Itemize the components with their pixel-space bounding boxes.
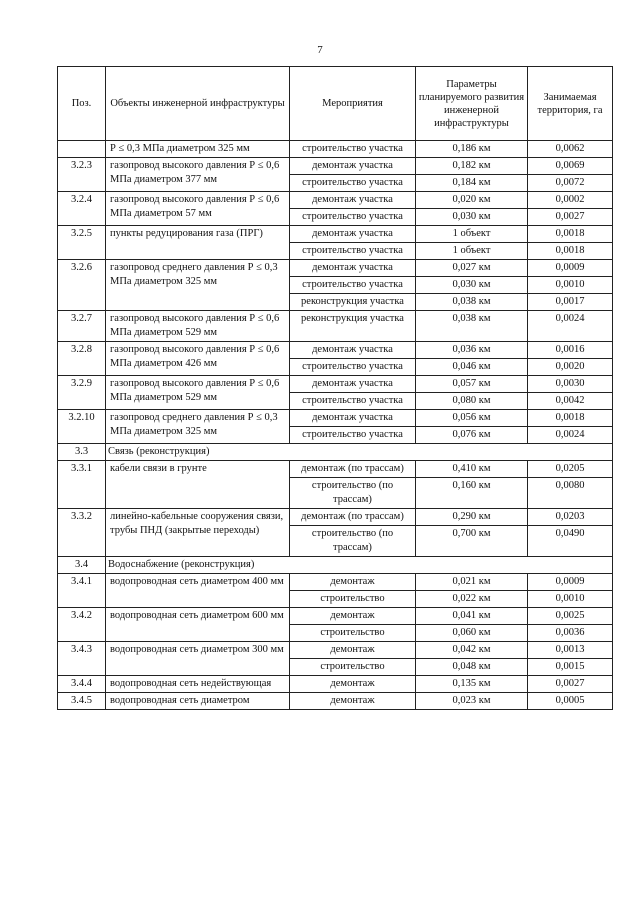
table-row [58, 461, 613, 478]
table-row [58, 311, 613, 342]
measure-cell: демонтаж участка [290, 260, 416, 277]
measure-cell: строительство участка [290, 243, 416, 260]
table-row [58, 608, 613, 625]
measure-cell: строительство участка [290, 393, 416, 410]
area-cell: 0,0072 [528, 175, 613, 192]
param-cell: 0,057 км [416, 376, 528, 393]
object-cell: водопроводная сеть диаметром 400 мм [106, 574, 290, 608]
object-cell: газопровод среднего давления Р ≤ 0,3 МПа диаметром 325 мм [106, 260, 290, 311]
section-title: Связь (реконструкция) [106, 444, 613, 461]
measure-cell: строительство участка [290, 141, 416, 158]
position-cell: 3.4.4 [58, 676, 106, 693]
param-cell: 0,290 км [416, 509, 528, 526]
section-pos: 3.3 [58, 444, 106, 461]
param-cell: 0,038 км [416, 311, 528, 342]
position-cell: 3.3.1 [58, 461, 106, 509]
measure-cell: строительство [290, 659, 416, 676]
object-cell: газопровод среднего давления Р ≤ 0,3 МПа диаметром 325 мм [106, 410, 290, 444]
header-object: Объекты инженерной инфраструктуры [106, 67, 290, 141]
table-row [58, 676, 613, 693]
table-row [58, 226, 613, 243]
table-row [58, 192, 613, 209]
position-cell: 3.2.6 [58, 260, 106, 311]
measure-cell: демонтаж [290, 574, 416, 591]
measure-cell: демонтаж участка [290, 192, 416, 209]
object-cell: газопровод высокого давления Р ≤ 0,6 МПа диаметром 57 мм [106, 192, 290, 226]
page-number: 7 [317, 44, 323, 56]
infrastructure-table [57, 66, 613, 710]
table-body [58, 141, 613, 710]
measure-cell: демонтаж участка [290, 226, 416, 243]
area-cell: 0,0024 [528, 427, 613, 444]
param-cell: 0,027 км [416, 260, 528, 277]
area-cell: 0,0010 [528, 591, 613, 608]
position-cell [58, 141, 106, 158]
area-cell: 0,0017 [528, 294, 613, 311]
area-cell: 0,0024 [528, 311, 613, 342]
param-cell: 0,046 км [416, 359, 528, 376]
section-row [58, 444, 613, 461]
object-cell: газопровод высокого давления Р ≤ 0,6 МПа диаметром 377 мм [106, 158, 290, 192]
object-cell: газопровод высокого давления Р ≤ 0,6 МПа диаметром 529 мм [106, 376, 290, 410]
object-cell: кабели связи в грунте [106, 461, 290, 509]
area-cell: 0,0018 [528, 243, 613, 260]
area-cell: 0,0205 [528, 461, 613, 478]
object-cell: водопроводная сеть диаметром 600 мм [106, 608, 290, 642]
param-cell: 0,160 км [416, 478, 528, 509]
section-pos: 3.4 [58, 557, 106, 574]
object-cell: водопроводная сеть диаметром 300 мм [106, 642, 290, 676]
area-cell: 0,0016 [528, 342, 613, 359]
header-area: Занимаемая территория, га [528, 67, 613, 141]
header-pos: Поз. [58, 67, 106, 141]
area-cell: 0,0042 [528, 393, 613, 410]
table-row [58, 642, 613, 659]
table-row [58, 574, 613, 591]
param-cell: 0,076 км [416, 427, 528, 444]
measure-cell: строительство участка [290, 175, 416, 192]
area-cell: 0,0009 [528, 574, 613, 591]
header-measure: Мероприятия [290, 67, 416, 141]
param-cell: 0,410 км [416, 461, 528, 478]
area-cell: 0,0015 [528, 659, 613, 676]
param-cell: 0,022 км [416, 591, 528, 608]
param-cell: 0,186 км [416, 141, 528, 158]
object-cell: газопровод высокого давления Р ≤ 0,6 МПа диаметром 426 мм [106, 342, 290, 376]
param-cell: 0,030 км [416, 277, 528, 294]
position-cell: 3.4.3 [58, 642, 106, 676]
param-cell: 0,700 км [416, 526, 528, 557]
param-cell: 0,020 км [416, 192, 528, 209]
measure-cell: строительство участка [290, 277, 416, 294]
object-cell: Р ≤ 0,3 МПа диаметром 325 мм [106, 141, 290, 158]
param-cell: 0,042 км [416, 642, 528, 659]
param-cell: 0,041 км [416, 608, 528, 625]
area-cell: 0,0080 [528, 478, 613, 509]
param-cell: 0,021 км [416, 574, 528, 591]
area-cell: 0,0020 [528, 359, 613, 376]
measure-cell: демонтаж участка [290, 342, 416, 359]
param-cell: 0,030 км [416, 209, 528, 226]
measure-cell: демонтаж [290, 693, 416, 710]
area-cell: 0,0018 [528, 410, 613, 427]
object-cell: линейно-кабельные сооружения связи, трубы ПНД (закрытые переходы) [106, 509, 290, 557]
measure-cell: демонтаж (по трассам) [290, 509, 416, 526]
param-cell: 0,080 км [416, 393, 528, 410]
object-cell: водопроводная сеть недействующая [106, 676, 290, 693]
area-cell: 0,0009 [528, 260, 613, 277]
measure-cell: демонтаж участка [290, 376, 416, 393]
section-row [58, 557, 613, 574]
position-cell: 3.2.10 [58, 410, 106, 444]
measure-cell: демонтаж [290, 608, 416, 625]
table-row [58, 509, 613, 526]
measure-cell: строительство участка [290, 359, 416, 376]
measure-cell: строительство [290, 591, 416, 608]
area-cell: 0,0005 [528, 693, 613, 710]
measure-cell: демонтаж [290, 676, 416, 693]
measure-cell: демонтаж участка [290, 410, 416, 427]
measure-cell: строительство (по трассам) [290, 478, 416, 509]
area-cell: 0,0069 [528, 158, 613, 175]
param-cell: 0,056 км [416, 410, 528, 427]
area-cell: 0,0062 [528, 141, 613, 158]
param-cell: 1 объект [416, 226, 528, 243]
object-cell: водопроводная сеть диаметром [106, 693, 290, 710]
param-cell: 0,184 км [416, 175, 528, 192]
table-row [58, 376, 613, 393]
position-cell: 3.4.2 [58, 608, 106, 642]
table-row [58, 410, 613, 427]
object-cell: газопровод высокого давления Р ≤ 0,6 МПа диаметром 529 мм [106, 311, 290, 342]
param-cell: 0,048 км [416, 659, 528, 676]
table-row [58, 260, 613, 277]
position-cell: 3.4.1 [58, 574, 106, 608]
param-cell: 0,036 км [416, 342, 528, 359]
position-cell: 3.2.3 [58, 158, 106, 192]
param-cell: 0,060 км [416, 625, 528, 642]
area-cell: 0,0490 [528, 526, 613, 557]
table-row [58, 158, 613, 175]
header-params: Параметры планируемого развития инженерной инфраструктуры [416, 67, 528, 141]
measure-cell: строительство (по трассам) [290, 526, 416, 557]
measure-cell: строительство участка [290, 209, 416, 226]
measure-cell: демонтаж участка [290, 158, 416, 175]
table-row [58, 342, 613, 359]
object-cell: пункты редуцирования газа (ПРГ) [106, 226, 290, 260]
section-title: Водоснабжение (реконструкция) [106, 557, 613, 574]
position-cell: 3.2.7 [58, 311, 106, 342]
position-cell: 3.2.8 [58, 342, 106, 376]
param-cell: 0,023 км [416, 693, 528, 710]
area-cell: 0,0027 [528, 209, 613, 226]
param-cell: 0,135 км [416, 676, 528, 693]
area-cell: 0,0203 [528, 509, 613, 526]
measure-cell: демонтаж (по трассам) [290, 461, 416, 478]
area-cell: 0,0013 [528, 642, 613, 659]
area-cell: 0,0010 [528, 277, 613, 294]
table-row [58, 141, 613, 158]
area-cell: 0,0025 [528, 608, 613, 625]
param-cell: 1 объект [416, 243, 528, 260]
measure-cell: строительство [290, 625, 416, 642]
measure-cell: демонтаж [290, 642, 416, 659]
measure-cell: реконструкция участка [290, 294, 416, 311]
position-cell: 3.2.9 [58, 376, 106, 410]
position-cell: 3.2.4 [58, 192, 106, 226]
measure-cell: реконструкция участка [290, 311, 416, 342]
area-cell: 0,0002 [528, 192, 613, 209]
position-cell: 3.2.5 [58, 226, 106, 260]
table-row [58, 693, 613, 710]
position-cell: 3.3.2 [58, 509, 106, 557]
area-cell: 0,0027 [528, 676, 613, 693]
area-cell: 0,0036 [528, 625, 613, 642]
area-cell: 0,0030 [528, 376, 613, 393]
position-cell: 3.4.5 [58, 693, 106, 710]
area-cell: 0,0018 [528, 226, 613, 243]
measure-cell: строительство участка [290, 427, 416, 444]
param-cell: 0,182 км [416, 158, 528, 175]
param-cell: 0,038 км [416, 294, 528, 311]
